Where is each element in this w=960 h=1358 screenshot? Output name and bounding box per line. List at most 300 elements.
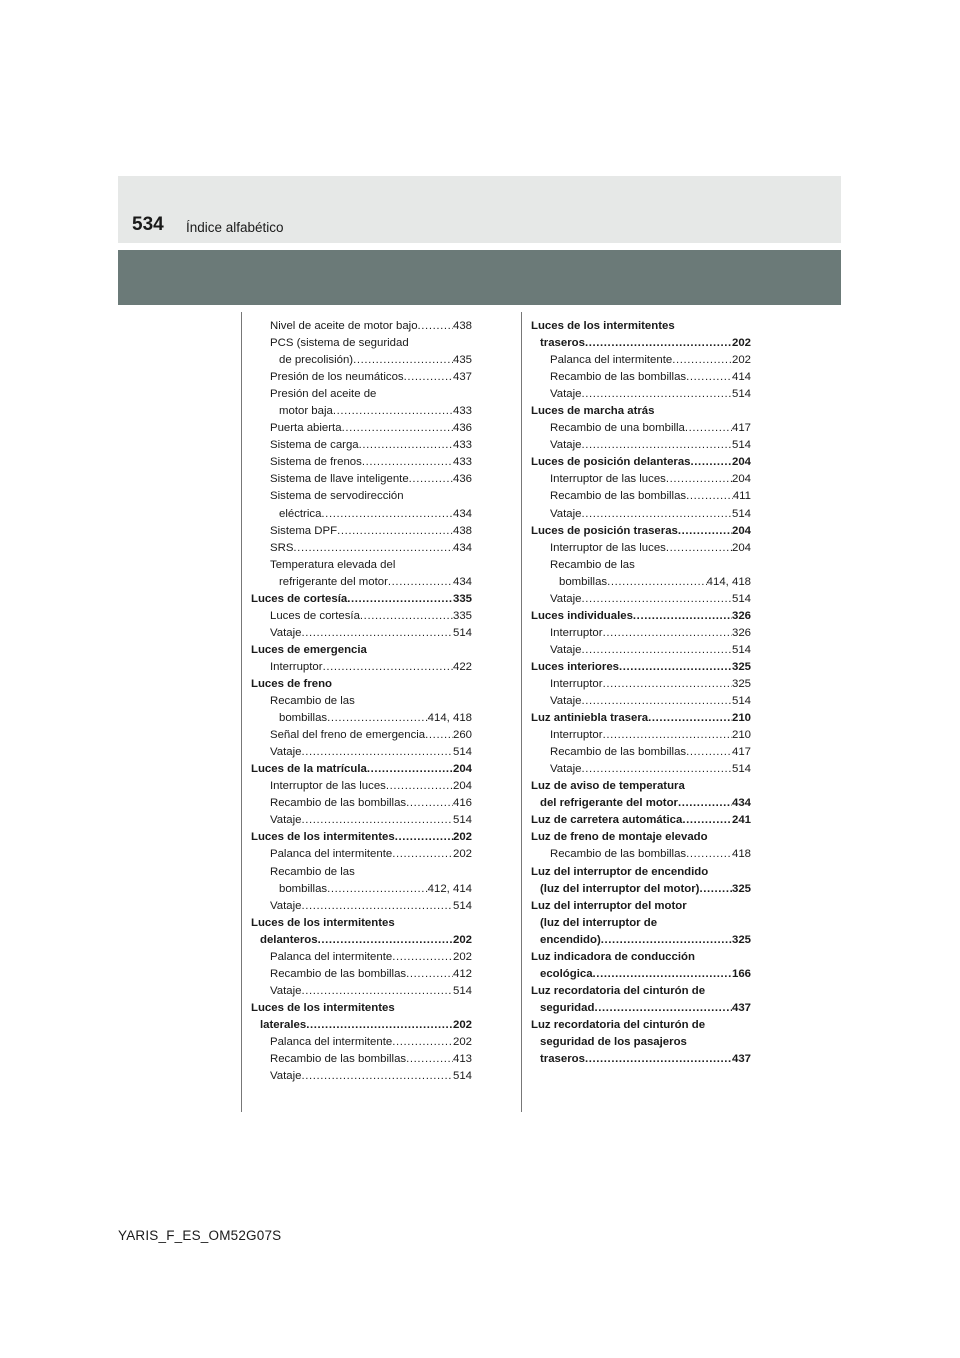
index-entry-text: laterales	[260, 1018, 307, 1031]
index-entry-text: Recambio de una bombilla	[550, 422, 685, 435]
index-entry	[531, 949, 751, 966]
index-entry-text: Recambio de las	[270, 695, 355, 708]
index-entry	[251, 864, 472, 881]
index-entry	[531, 488, 751, 505]
index-entry	[531, 403, 751, 420]
index-entry-text: Interruptor	[550, 626, 603, 639]
index-entry	[251, 369, 472, 386]
index-entry	[251, 471, 472, 488]
index-entry-page: 514	[731, 507, 751, 520]
index-entry	[251, 557, 472, 574]
leader-dots	[347, 591, 453, 608]
index-entry	[531, 829, 751, 846]
index-entry-page: 436	[452, 422, 472, 435]
leader-dots	[581, 386, 732, 403]
index-entry	[251, 727, 472, 744]
leader-dots	[301, 812, 453, 829]
index-entry	[251, 403, 472, 420]
index-entry	[251, 437, 472, 454]
index-entry-page: 514	[452, 814, 472, 827]
index-entry	[251, 1000, 472, 1017]
index-entry	[251, 744, 472, 761]
leader-dots	[593, 966, 732, 983]
leader-dots	[594, 1000, 732, 1017]
index-entry	[531, 420, 751, 437]
leader-dots	[672, 352, 732, 369]
index-entry-page: 202	[452, 933, 472, 946]
index-entry-text: Sistema de carga	[270, 439, 359, 452]
leader-dots	[404, 369, 453, 386]
leader-dots	[648, 710, 732, 727]
index-entry-text: Luces de freno	[251, 677, 333, 690]
leader-dots	[585, 1051, 732, 1068]
index-entry-text: Interruptor	[550, 677, 603, 690]
index-entry-text: Recambio de las bombillas	[550, 490, 687, 503]
leader-dots	[601, 932, 732, 949]
index-entry	[531, 761, 751, 778]
leader-dots	[395, 829, 453, 846]
index-entry	[251, 846, 472, 863]
index-entry	[251, 523, 472, 540]
index-entry-text: Vataje	[270, 626, 302, 639]
leader-dots	[603, 727, 732, 744]
index-entry-text: Luces de los intermitentes	[251, 916, 395, 929]
index-entry-page: 204	[452, 780, 472, 793]
index-entry-text: Recambio de las	[550, 558, 635, 571]
index-entry-page: 434	[452, 575, 472, 588]
index-entry-page: 435	[452, 354, 472, 367]
index-entry-text: Recambio de las	[270, 865, 355, 878]
index-entry-text: Vataje	[270, 1070, 302, 1083]
index-entry-text: Sistema de llave inteligente	[270, 473, 409, 486]
index-entry-page: 204	[731, 456, 751, 469]
index-entry-page: 514	[452, 746, 472, 759]
index-entry-text: refrigerante del motor	[279, 575, 388, 588]
index-entry-page: 414, 418	[706, 575, 751, 588]
leader-dots	[337, 523, 453, 540]
index-entry-text: ecológica	[540, 967, 593, 980]
leader-dots	[360, 608, 453, 625]
index-entry	[531, 778, 751, 795]
index-entry-text: Luces de los intermitentes	[531, 320, 675, 332]
index-entry-page: 202	[452, 831, 472, 844]
index-entry-text: delanteros	[260, 933, 318, 946]
leader-dots	[686, 488, 733, 505]
index-entry-text: del refrigerante del motor	[540, 797, 678, 810]
leader-dots	[333, 403, 453, 420]
index-entry	[531, 659, 751, 676]
index-entry-text: Palanca del intermitente	[270, 1035, 393, 1048]
index-entry-page: 325	[731, 882, 751, 895]
index-entry-page: 514	[452, 984, 472, 997]
leader-dots	[301, 625, 453, 642]
index-entry-text: Luces de emergencia	[251, 643, 367, 656]
index-entry-text: Palanca del intermitente	[270, 848, 393, 861]
index-entry	[531, 812, 751, 829]
index-entry-text: seguridad	[540, 1001, 595, 1014]
index-entry-text: Presión de los neumáticos	[270, 371, 404, 384]
index-entry-page: 514	[731, 592, 751, 605]
leader-dots	[585, 335, 732, 352]
index-entry	[531, 352, 751, 369]
leader-dots	[699, 881, 732, 898]
index-entry	[531, 881, 751, 898]
index-entry-page: 204	[731, 473, 751, 486]
index-entry-text: Luces de posición delanteras	[531, 456, 691, 469]
index-entry-page: 434	[731, 797, 751, 810]
leader-dots	[418, 318, 453, 335]
leader-dots	[392, 1034, 453, 1051]
index-entry-text: bombillas	[279, 882, 328, 895]
index-entry	[531, 506, 751, 523]
index-column-right	[531, 318, 751, 1068]
index-entry-page: 325	[731, 933, 751, 946]
index-entry-text: Interruptor de las luces	[270, 780, 386, 793]
index-entry-text: Luz de freno de montaje elevado	[531, 831, 708, 844]
leader-dots	[686, 744, 732, 761]
leader-dots	[581, 437, 732, 454]
leader-dots	[603, 625, 732, 642]
index-entry	[531, 846, 751, 863]
index-entry	[531, 898, 751, 915]
index-entry	[251, 352, 472, 369]
index-entry	[251, 1034, 472, 1051]
index-entry-page: 412, 414	[427, 882, 472, 895]
index-entry-text: Recambio de las bombillas	[270, 1053, 407, 1066]
index-entry-page: 335	[452, 609, 472, 622]
index-entry-text: Interruptor de las luces	[550, 473, 666, 486]
index-entry	[531, 608, 751, 625]
leader-dots	[581, 693, 732, 710]
index-entry-page: 412	[452, 967, 472, 980]
index-entry	[251, 659, 472, 676]
index-entry-page: 202	[452, 950, 472, 963]
index-entry-text: bombillas	[559, 575, 608, 588]
leader-dots	[367, 761, 453, 778]
index-entry-page: 335	[452, 592, 472, 605]
index-entry	[531, 318, 751, 335]
index-entry-text: PCS (sistema de seguridad	[270, 337, 409, 350]
leader-dots	[409, 471, 453, 488]
index-entry-text: Luz recordatoria del cinturón de	[531, 1018, 706, 1031]
index-entry-text: Vataje	[550, 643, 582, 656]
index-entry-text: Vataje	[270, 814, 302, 827]
index-entry	[531, 437, 751, 454]
index-entry-page: 418	[731, 848, 751, 861]
leader-dots	[581, 591, 732, 608]
index-entry	[531, 1034, 751, 1051]
index-entry	[531, 1051, 751, 1068]
index-entry-page: 202	[452, 848, 472, 861]
leader-dots	[392, 949, 453, 966]
index-entry	[251, 898, 472, 915]
index-entry-text: Vataje	[270, 899, 302, 912]
index-entry	[531, 1000, 751, 1017]
index-entry-text: Luces de la matrícula	[251, 763, 367, 776]
index-entry-text: Interruptor	[550, 729, 603, 742]
index-entry-page: 434	[452, 507, 472, 520]
index-entry-page: 210	[731, 729, 751, 742]
index-entry	[251, 949, 472, 966]
index-entry-page: 514	[452, 1070, 472, 1083]
index-entry-page: 241	[731, 814, 751, 827]
index-entry	[251, 983, 472, 1000]
index-entry	[251, 710, 472, 727]
index-entry-text: eléctrica	[279, 507, 322, 520]
index-entry-text: Luces de marcha atrás	[531, 405, 655, 418]
leader-dots	[301, 898, 453, 915]
index-entry-text: Luz indicadora de conducción	[531, 950, 695, 963]
index-entry-text: Sistema DPF	[270, 524, 338, 537]
index-entry	[251, 1068, 472, 1085]
leader-dots	[362, 454, 453, 471]
index-entry-page: 417	[731, 422, 751, 435]
index-entry	[531, 369, 751, 386]
index-entry-page: 438	[452, 524, 472, 537]
index-entry-page: 166	[731, 967, 751, 980]
index-entry	[531, 574, 751, 591]
index-entry-page: 325	[731, 660, 751, 673]
leader-dots	[301, 744, 453, 761]
index-entry-page: 438	[452, 320, 472, 332]
leader-dots	[327, 881, 428, 898]
index-entry	[251, 591, 472, 608]
index-entry	[251, 488, 472, 505]
index-entry-text: Luces de cortesía	[251, 592, 348, 605]
leader-dots	[406, 966, 453, 983]
index-entry-text: Nivel de aceite de motor bajo	[270, 320, 418, 332]
index-entry	[531, 471, 751, 488]
index-entry	[251, 574, 472, 591]
index-entry	[531, 676, 751, 693]
index-entry	[251, 932, 472, 949]
index-entry	[251, 506, 472, 523]
index-entry-text: Sistema de frenos	[270, 456, 362, 469]
index-entry	[531, 642, 751, 659]
index-entry-page: 260	[452, 729, 472, 742]
leader-dots	[359, 437, 453, 454]
index-entry	[531, 966, 751, 983]
index-entry-text: Puerta abierta	[270, 422, 342, 435]
index-entry-page: 414, 418	[427, 712, 472, 725]
index-entry	[531, 386, 751, 403]
index-entry	[251, 1051, 472, 1068]
index-entry	[531, 710, 751, 727]
index-entry	[251, 454, 472, 471]
index-entry-text: Temperatura elevada del	[270, 558, 396, 571]
index-entry-page: 514	[731, 439, 751, 452]
index-entry-text: Recambio de las bombillas	[270, 967, 407, 980]
index-entry-text: Recambio de las bombillas	[550, 848, 687, 861]
leader-dots	[406, 1051, 453, 1068]
index-entry-text: traseros	[540, 337, 585, 350]
leader-dots	[392, 846, 453, 863]
index-entry-page: 326	[731, 609, 751, 622]
leader-dots	[321, 506, 453, 523]
index-entry-text: (luz del interruptor del motor)	[540, 882, 700, 895]
index-entry-text: Palanca del intermitente	[550, 354, 673, 367]
index-entry-text: (luz del interruptor de	[540, 916, 658, 929]
index-entry	[531, 335, 751, 352]
index-entry	[251, 386, 472, 403]
index-entry-page: 417	[731, 746, 751, 759]
leader-dots	[386, 778, 453, 795]
index-entry-text: Luces de cortesía	[270, 609, 360, 622]
index-entry-text: de precolisión)	[279, 354, 354, 367]
index-entry	[251, 318, 472, 335]
index-entry	[531, 540, 751, 557]
index-entry-page: 434	[452, 541, 472, 554]
index-entry	[251, 1017, 472, 1034]
index-entry	[531, 591, 751, 608]
index-entry-text: seguridad de los pasajeros	[540, 1035, 687, 1048]
index-entry	[251, 778, 472, 795]
index-entry-page: 210	[731, 712, 751, 725]
page-number: 534	[132, 214, 164, 235]
index-entry-page: 437	[452, 371, 472, 384]
index-entry-text: Luz de carretera automática	[531, 814, 683, 827]
index-entry	[251, 693, 472, 710]
index-entry-text: motor baja	[279, 405, 333, 418]
index-entry	[251, 761, 472, 778]
index-entry-text: Sistema de servodirección	[270, 490, 404, 503]
leader-dots	[301, 1068, 453, 1085]
leader-dots	[686, 846, 732, 863]
index-entry-page: 514	[452, 626, 472, 639]
index-entry-page: 204	[731, 524, 751, 537]
leader-dots	[293, 540, 453, 557]
index-entry-text: Recambio de las bombillas	[270, 797, 407, 810]
index-entry-text: bombillas	[279, 712, 328, 725]
index-entry-page: 413	[452, 1053, 472, 1066]
index-entry	[251, 676, 472, 693]
index-entry-text: Interruptor de las luces	[550, 541, 666, 554]
index-entry-text: Vataje	[550, 763, 582, 776]
leader-dots	[306, 1017, 453, 1034]
index-entry-text: Vataje	[550, 507, 582, 520]
leader-dots	[678, 523, 732, 540]
index-entry	[251, 540, 472, 557]
index-entry	[531, 727, 751, 744]
index-entry-text: Luces interiores	[531, 660, 619, 673]
leader-dots	[581, 642, 732, 659]
leader-dots	[619, 659, 732, 676]
index-entry	[531, 1017, 751, 1034]
leader-dots	[327, 710, 428, 727]
index-entry	[531, 693, 751, 710]
index-entry-page: 514	[731, 763, 751, 776]
index-entry-page: 202	[452, 1018, 472, 1031]
index-entry	[251, 915, 472, 932]
index-entry-page: 422	[452, 660, 472, 673]
index-entry-text: SRS	[270, 541, 294, 554]
index-entry-page: 202	[731, 354, 751, 367]
index-entry-page: 437	[731, 1001, 751, 1014]
leader-dots	[318, 932, 453, 949]
index-entry-text: Luz de aviso de temperatura	[531, 780, 685, 793]
index-entry	[531, 625, 751, 642]
index-entry-page: 514	[731, 388, 751, 401]
index-entry-page: 436	[452, 473, 472, 486]
index-entry	[251, 881, 472, 898]
index-entry-text: Luz antiniebla trasera	[531, 712, 649, 725]
index-entry-page: 514	[452, 899, 472, 912]
column-divider-left	[241, 312, 242, 1112]
leader-dots	[607, 574, 707, 591]
index-entry	[251, 420, 472, 437]
index-entry	[251, 829, 472, 846]
index-entry-page: 514	[731, 643, 751, 656]
index-entry	[531, 454, 751, 471]
index-entry-text: Vataje	[550, 592, 582, 605]
leader-dots	[581, 761, 732, 778]
leader-dots	[666, 540, 732, 557]
leader-dots	[691, 454, 732, 471]
leader-dots	[666, 471, 732, 488]
index-entry	[531, 795, 751, 812]
index-entry-text: Vataje	[270, 746, 302, 759]
index-entry	[531, 523, 751, 540]
index-entry-text: Luces de los intermitentes	[251, 831, 395, 844]
leader-dots	[342, 420, 453, 437]
index-entry-text: Recambio de las bombillas	[550, 746, 687, 759]
index-entry-text: Luz recordatoria del cinturón de	[531, 984, 706, 997]
index-column-left	[251, 318, 472, 1085]
index-entry-text: Vataje	[270, 984, 302, 997]
index-entry-page: 326	[731, 626, 751, 639]
leader-dots	[682, 812, 732, 829]
section-title: Índice alfabético	[186, 220, 284, 235]
index-entry-page: 433	[452, 405, 472, 418]
leader-dots	[301, 983, 453, 1000]
leader-dots	[388, 574, 453, 591]
index-entry-page: 204	[731, 541, 751, 554]
index-entry-page: 437	[731, 1053, 751, 1066]
index-entry-page: 416	[452, 797, 472, 810]
index-entry-text: encendido)	[540, 933, 601, 946]
index-entry	[251, 812, 472, 829]
index-entry	[531, 932, 751, 949]
index-entry-text: Luces individuales	[531, 609, 633, 622]
leader-dots	[353, 352, 453, 369]
index-entry-page: 433	[452, 439, 472, 452]
index-entry	[531, 744, 751, 761]
column-divider-right	[521, 312, 522, 1112]
leader-dots	[678, 795, 732, 812]
index-entry	[251, 608, 472, 625]
index-entry	[251, 642, 472, 659]
index-entry-text: Vataje	[550, 439, 582, 452]
document-code: YARIS_F_ES_OM52G07S	[118, 1228, 282, 1243]
index-entry	[251, 335, 472, 352]
index-entry	[531, 983, 751, 1000]
leader-dots	[685, 420, 732, 437]
index-entry-page: 202	[452, 1035, 472, 1048]
leader-dots	[581, 506, 732, 523]
leader-dots	[686, 369, 732, 386]
index-entry-page: 202	[731, 337, 751, 350]
leader-dots	[603, 676, 732, 693]
index-entry-text: Palanca del intermitente	[270, 950, 393, 963]
index-entry	[251, 966, 472, 983]
index-entry	[531, 557, 751, 574]
index-entry-text: Presión del aceite de	[270, 388, 377, 401]
index-entry-page: 514	[731, 695, 751, 708]
index-entry-text: Luces de los intermitentes	[251, 1001, 395, 1014]
index-entry-text: Recambio de las bombillas	[550, 371, 687, 384]
index-entry-page: 414	[731, 371, 751, 384]
index-entry	[251, 795, 472, 812]
